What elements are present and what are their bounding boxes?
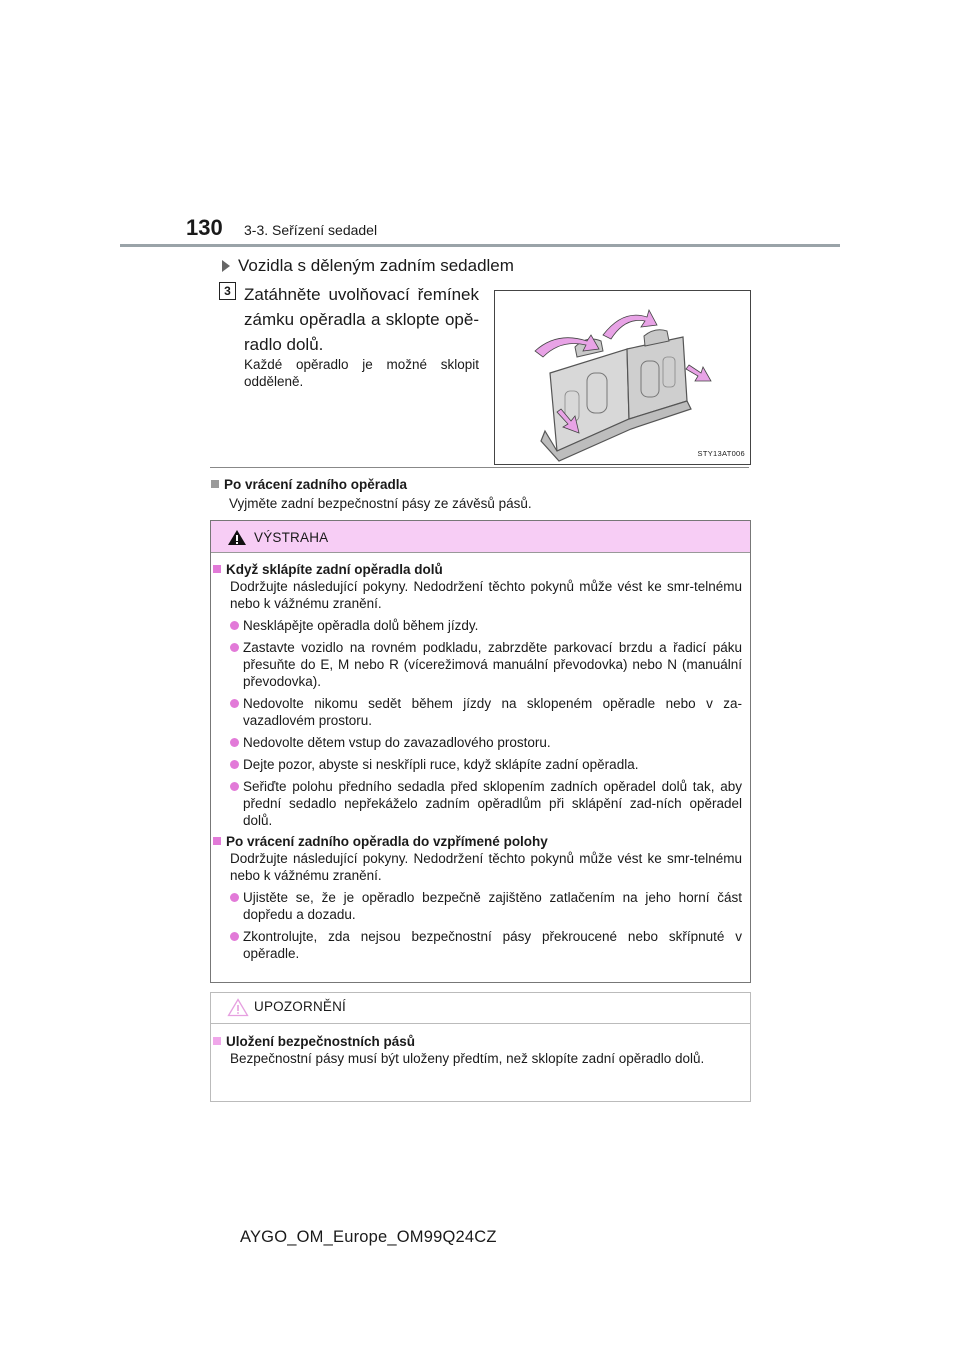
warning-section-intro: Dodržujte následující pokyny. Nedodržení těchto pokynů může vést ke smr-telnému nebo k vážnému zranění. [230,579,742,611]
warning-bullet [230,695,742,729]
triangle-right-icon [222,260,230,272]
square-bullet-icon [213,565,221,573]
square-bullet-icon [213,1037,221,1045]
warning-bullet [230,734,742,751]
footer-doc-code: AYGO_OM_Europe_OM99Q24CZ [240,1228,497,1246]
after-return-heading-text: Po vrácení zadního opěradla [224,477,408,492]
warning-bullet-text: Nesklápějte opěradla dolů během jízdy. [243,618,479,633]
caution-header [211,993,750,1024]
variant-heading-text: Vozidla s děleným zadním sedadlem [238,256,514,275]
rear-seat-folding-illustration [495,291,750,464]
variant-heading [222,256,514,276]
warning-bullet [230,756,742,773]
figure-rear-seat [494,290,751,465]
bullet-dot-icon [230,932,239,941]
warning-bullet-text: Dejte pozor, abyste si neskřípli ruce, když sklápíte zadní opěradla. [243,757,639,772]
caution-heading-text: Uložení bezpečnostních pásů [226,1034,416,1049]
warning-title: VÝSTRAHA [254,530,329,545]
warning-bullet-text: Ujistěte se, že je opěradlo bezpečně zajištěno zatlačením na jeho horní část dopředu a dozadu. [243,890,742,922]
warning-section-heading-text: Po vrácení zadního opěradla do vzpřímené polohy [226,834,548,849]
square-bullet-icon [213,837,221,845]
caution-text: Bezpečnostní pásy musí být uloženy předtím, než sklopíte zadní opěradlo dolů. [230,1051,705,1066]
warning-bullet-text: Seřiďte polohu předního sedadla před sklopením zadních opěradel dolů tak, aby přední sedadlo nepřekáželo zadním opěradlům při sklápění zad-ních opěradel dolů. [243,779,742,828]
warning-bullet-text: Zkontrolujte, zda nejsou bezpečnostní pásy překroucené nebo skřípnuté v opěradle. [243,929,742,961]
caution-triangle-icon [227,998,249,1017]
warning-section-heading-text: Když sklápíte zadní opěradla dolů [226,562,443,577]
warning-bullet [230,928,742,962]
caution-box [210,992,751,1102]
section-rule [210,467,749,468]
caution-content [211,1033,750,1067]
warning-section-heading [213,833,750,850]
step-number: 3 [219,282,236,300]
bullet-dot-icon [230,621,239,630]
warning-box [210,520,751,983]
section-title: 3-3. Seřízení sedadel [244,222,378,238]
bullet-dot-icon [230,782,239,791]
warning-triangle-icon [227,529,247,546]
bullet-dot-icon [230,760,239,769]
warning-section-intro: Dodržujte následující pokyny. Nedodržení těchto pokynů může vést ke smr-telnému nebo k vážnému zranění. [230,851,742,883]
caution-title: UPOZORNĚNÍ [254,999,347,1014]
warning-bullet [230,889,742,923]
caution-heading [213,1033,750,1050]
bullet-dot-icon [230,738,239,747]
warning-bullet [230,617,742,634]
warning-bullet-text: Zastavte vozidlo na rovném podkladu, zabrzděte parkovací brzdu a řadicí páku přesuňte do E, M nebo R (vícerežimová manuální převodovka) nebo N (manuální převodovka). [243,640,742,689]
step-text: Zatáhněte uvolňovací řemínek zámku opěradla a sklopte opě-radlo dolů. [244,285,479,354]
bullet-dot-icon [230,643,239,652]
warning-bullet [230,778,742,829]
square-bullet-icon [211,480,219,488]
warning-content [211,561,750,962]
warning-bullet-text: Nedovolte dětem vstup do zavazadlového prostoru. [243,735,551,750]
header-rule [120,244,840,247]
bullet-dot-icon [230,893,239,902]
step-note: Každé opěradlo je možné sklopit odděleně. [244,357,479,389]
after-return-text: Vyjměte zadní bezpečnostní pásy ze závěsů pásů. [229,496,532,511]
page-number: 130 [186,215,223,240]
bullet-dot-icon [230,699,239,708]
warning-section-heading [213,561,750,578]
after-return-heading [211,477,407,492]
warning-bullet [230,639,742,690]
warning-bullet-text: Nedovolte nikomu sedět během jízdy na sklopeném opěradle nebo v za-vazadlovém prostoru. [243,696,742,728]
figure-code: STY13AT006 [697,449,745,458]
warning-header [211,521,750,553]
